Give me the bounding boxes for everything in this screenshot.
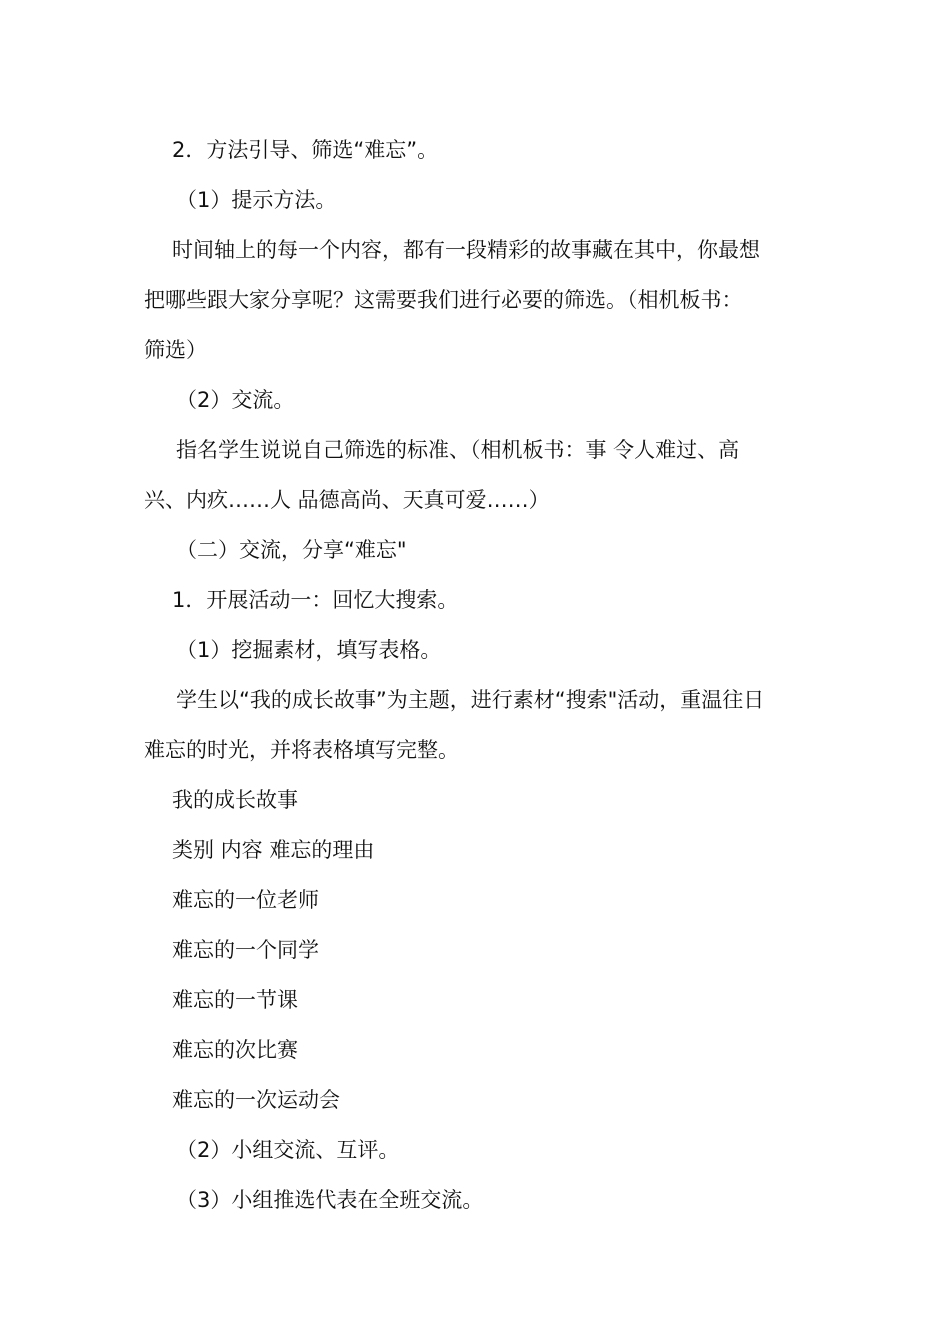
sub-item-group-review: （2）小组交流、互评。 [176,1138,400,1162]
section-heading-share: （二）交流，分享“难忘" [176,538,407,562]
paragraph-line: 筛选） [144,338,207,362]
section-heading-method: 2．方法引导、筛选“难忘”。 [172,138,439,162]
sub-item-class-exchange: （3）小组推选代表在全班交流。 [176,1188,484,1212]
table-row: 难忘的一节课 [172,988,298,1012]
table-header: 类别 内容 难忘的理由 [172,838,375,862]
paragraph-line: 指名学生说说自己筛选的标准、（相机板书：事 令人难过、高 [176,438,740,462]
paragraph-line: 把哪些跟大家分享呢？这需要我们进行必要的筛选。（相机板书： [144,288,743,312]
sub-item-exchange: （2）交流。 [176,388,295,412]
paragraph-line: 兴、内疚……人 品德高尚、天真可爱……） [144,488,550,512]
section-heading-activity-one: 1．开展活动一：回忆大搜索。 [172,588,459,612]
table-row: 难忘的一次运动会 [172,1088,340,1112]
paragraph-line: 学生以“我的成长故事”为主题，进行素材“搜索"活动，重温往日 [176,688,765,712]
paragraph-line: 时间轴上的每一个内容，都有一段精彩的故事藏在其中，你最想 [172,238,760,262]
paragraph-line: 难忘的时光，并将表格填写完整。 [144,738,459,762]
table-row: 难忘的一位老师 [172,888,319,912]
sub-item-fill-table: （1）挖掘素材，填写表格。 [176,638,442,662]
table-row: 难忘的次比赛 [172,1038,298,1062]
table-row: 难忘的一个同学 [172,938,319,962]
table-title: 我的成长故事 [172,788,298,812]
sub-item-hint-method: （1）提示方法。 [176,188,337,212]
